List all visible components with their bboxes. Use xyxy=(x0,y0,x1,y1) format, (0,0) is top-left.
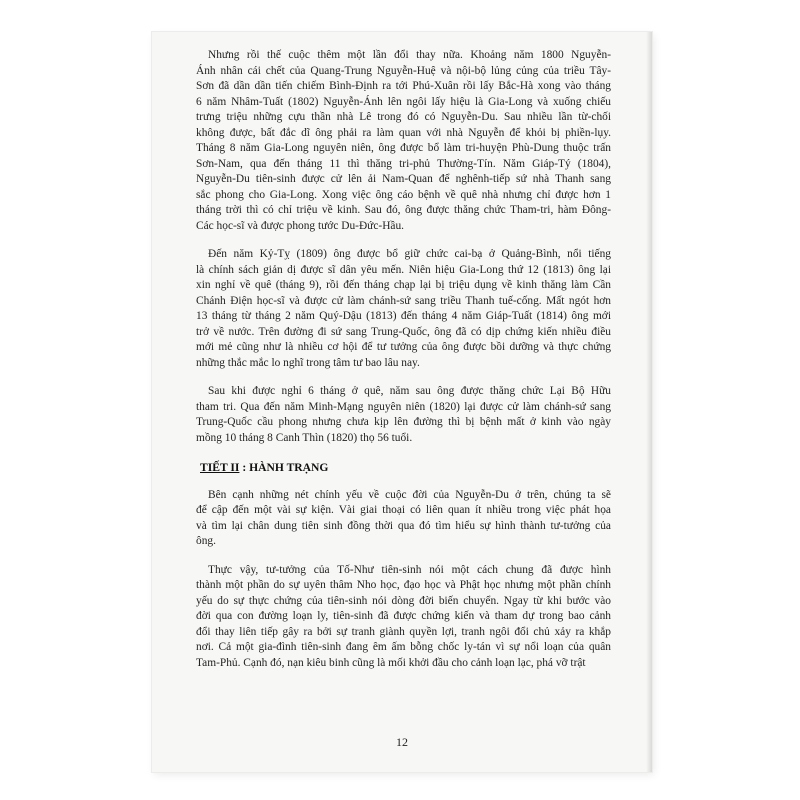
text-line: Thực vậy, tư-tưởng của Tố-Như tiên-sinh nói một cách chung đã được hình xyxy=(208,563,611,576)
text-line: 13 tháng từ tháng 2 năm Quý-Dậu (1813) đến tháng 4 năm Giáp-Tuất (1814) ông mới xyxy=(196,310,611,322)
page-content xyxy=(196,48,611,671)
section-title: : HÀNH TRẠNG xyxy=(242,461,329,474)
text-line: Chánh Điện học-sĩ và được cử làm chánh-sứ sang triều Thanh tuế-cống. Mất ngót hơn xyxy=(196,294,611,307)
text-line: những thắc mắc lo nghĩ trong tâm tư bao lâu nay. xyxy=(196,356,420,369)
text-line: Ánh nhân cái chết của Quang-Trung Nguyễn-Huệ và nội-bộ lủng củng của triều Tây- xyxy=(196,64,611,77)
section-heading xyxy=(196,460,611,476)
page-number: 12 xyxy=(396,735,408,749)
paragraph-2 xyxy=(196,247,611,371)
text-line: tham tri. Qua đến năm Minh-Mạng nguyên niên (1820) lại được cử làm chánh-sứ sang xyxy=(196,400,611,413)
paragraph-5 xyxy=(196,563,611,672)
text-line: mới mẻ cũng như là nhiều cơ hội để tư tưởng của ông được bồi dưỡng và thực chứng xyxy=(196,341,611,353)
text-line: Tháng 8 năm Gia-Long nguyên niên, ông được bổ làm tri-huyện Phù-Dung thuộc trấn xyxy=(196,142,611,154)
text-line: Sau khi được nghỉ 6 tháng ở quê, năm sau ông được thăng chức Lại Bộ Hữu xyxy=(208,385,611,397)
text-line: và tìm lại chân dung tiên sinh đồng thời qua đó tìm hiểu sự hình thành tư-tưởng của xyxy=(196,519,611,532)
text-line: đổi thay liên tiếp gây ra bởi sự tranh giành quyền lợi, tranh ngôi đổi chủ xảy ra khắp xyxy=(196,625,611,638)
text-line: tháng trời thì có chỉ triệu về kinh. Sau đó, ông được thăng chức Tham-tri, hàm Đông- xyxy=(196,204,611,216)
text-line: Sơn đã dần dần tiến chiếm Bình-Định ra tới Phú-Xuân rồi lấy Bắc-Hà xong vào tháng xyxy=(196,80,611,92)
text-line: Nhưng rồi thế cuộc thêm một lần đổi thay nữa. Khoảng năm 1800 Nguyễn- xyxy=(208,49,611,61)
text-line: thành một phần do sự uyên thâm Nho học, đạo học và Phật học nhưng một phần chính xyxy=(196,579,611,591)
section-label: TIẾT II xyxy=(200,461,240,474)
text-line: mồng 10 tháng 8 Canh Thìn (1820) thọ 56 tuổi. xyxy=(196,431,413,444)
text-line: là chính sách giản dị được sĩ dân yêu mến. Niên hiệu Gia-Long thứ 12 (1813) ông lại xyxy=(196,263,611,276)
paragraph-3 xyxy=(196,384,611,446)
text-line: không được, bất đắc dĩ ông phải ra làm quan với nhà Nguyễn để khỏi bị phiền-lụy. xyxy=(196,126,611,139)
text-line: xin nghỉ về quê (tháng 9), rồi đến tháng chạp lại bị triệu dụng về kinh thăng làm Cần xyxy=(196,279,611,291)
text-line: 6 năm Nhâm-Tuất (1802) Nguyễn-Ánh lên ngôi lấy hiệu là Gia-Long và xuống chiếu xyxy=(196,95,611,108)
paragraph-1 xyxy=(196,48,611,234)
text-line: sắc phong cho Gia-Long. Xong việc ông cáo bệnh về quê nhà nhưng chỉ được hơn 1 xyxy=(196,188,611,201)
text-line: Các học-sĩ và được phong tước Du-Đức-Hầu. xyxy=(196,219,405,232)
paragraph-4 xyxy=(196,488,611,550)
text-line: trở về nước. Trên đường đi sứ sang Trung-Quốc, ông đã có dịp chứng kiến nhiều điều xyxy=(196,325,611,338)
text-line: trưng triệu những cựu thần nhà Lê trong đó có Nguyễn-Du. Sau nhiều lần từ-chối xyxy=(196,111,611,123)
text-line: Nguyễn-Du tiên-sinh được cử lên ải Nam-Quan để nghênh-tiếp sứ nhà Thanh sang xyxy=(196,173,611,185)
text-line: Trung-Quốc cầu phong nhưng chưa kịp lên đường thì bị bệnh mất ở kinh vào ngày xyxy=(196,416,611,428)
text-line: Tam-Phủ. Cạnh đó, nạn kiêu binh cũng là mối khởi đầu cho cảnh loạn lạc, phá vỡ trật xyxy=(196,656,586,669)
text-line: để cập đến một vài sự kiện. Vài giai thoại có liên quan ít nhiều trong việc phát họa xyxy=(196,504,611,516)
text-line: yếu do sự thực chứng của tiên-sinh nói dòng đời biến chuyển. Ngay từ khi bước vào xyxy=(196,594,611,607)
text-line: Sơn-Nam, qua đến tháng 11 thì thăng tri-phủ Thường-Tín. Năm Giáp-Tý (1804), xyxy=(196,157,611,170)
text-line: Bên cạnh những nét chính yếu về cuộc đời của Nguyễn-Du ở trên, chúng ta sẽ xyxy=(208,488,611,501)
book-page xyxy=(152,32,652,772)
text-line: nơi. Cả một gia-đình tiên-sinh đang êm ấm bỗng chốc ly-tán vì sự nổi loạn của quân xyxy=(196,641,611,653)
text-line: Đến năm Kỷ-Tỵ (1809) ông được bổ giữ chức cai-bạ ở Quảng-Bình, nổi tiếng xyxy=(208,248,611,260)
text-line: ông. xyxy=(196,535,216,547)
text-line: đời qua con đường loạn ly, tiên-sinh đã được chứng kiến và tham dự trong bao cảnh xyxy=(196,610,611,622)
